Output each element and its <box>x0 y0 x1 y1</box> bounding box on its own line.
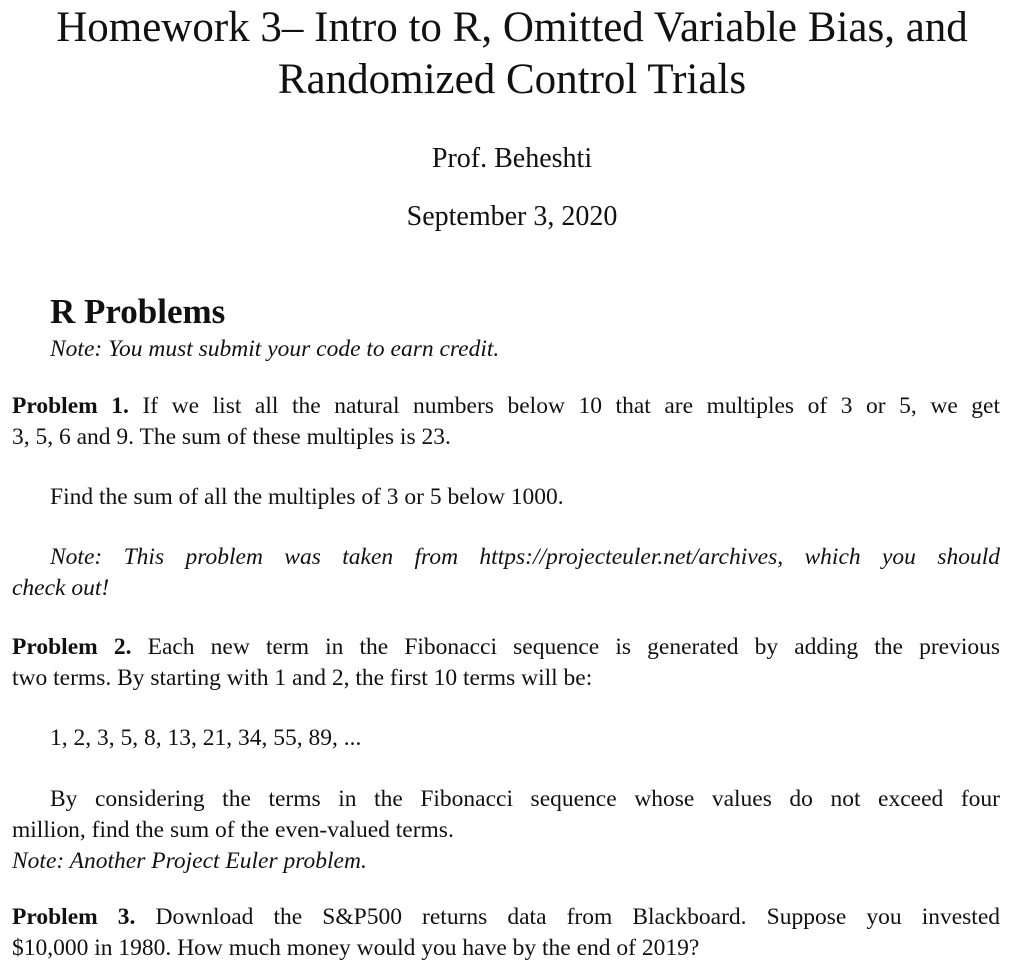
title-line-1: Homework 3– Intro to R, Omitted Variable Bias, and <box>56 4 968 51</box>
problem-2-task-line-2: million, find the sum of the even-valued terms. <box>12 817 454 843</box>
problem-2-line-1 <box>12 632 1000 663</box>
problem-1-label: Problem 1. <box>12 393 129 419</box>
problem-1-line-2: 3, 5, 6 and 9. The sum of these multiples is 23. <box>12 424 451 450</box>
problem-2-task-line-1: By considering the terms in the Fibonacci sequence whose values do not exceed four <box>50 786 1000 812</box>
problem-3-label: Problem 3. <box>12 904 136 930</box>
problem-1-note-line-1: Note: This problem was taken from https://projecteuler.net/archives, which you should <box>50 544 1000 570</box>
problem-2-label: Problem 2. <box>12 634 132 660</box>
problem-3 <box>12 902 1000 964</box>
date: September 3, 2020 <box>406 201 618 232</box>
problem-1 <box>12 391 1000 453</box>
fibonacci-sequence: 1, 2, 3, 5, 8, 13, 21, 34, 55, 89, ... <box>50 725 362 751</box>
problem-2-task <box>12 784 1000 877</box>
problem-1-note <box>12 542 1000 604</box>
problem-1-task: Find the sum of all the multiples of 3 or 5 below 1000. <box>50 484 564 510</box>
section-note: Note: You must submit your code to earn credit. <box>50 336 500 362</box>
problem-2-text-1: Each new term in the Fibonacci sequence is generated by adding the previous <box>147 634 1001 660</box>
problem-1-line-1 <box>12 391 1000 422</box>
problem-1-note-line-2: check out! <box>12 575 110 601</box>
document-title <box>0 2 1024 106</box>
section-heading: R Problems <box>50 292 226 331</box>
title-line-2: Randomized Control Trials <box>277 56 747 103</box>
problem-3-line-2: $10,000 in 1980. How much money would you have by the end of 2019? <box>12 935 700 961</box>
problem-3-line-1 <box>12 902 1000 933</box>
problem-2-line-2: two terms. By starting with 1 and 2, the first 10 terms will be: <box>12 665 593 691</box>
author: Prof. Beheshti <box>431 143 593 174</box>
problem-2-note: Note: Another Project Euler problem. <box>12 848 367 874</box>
problem-1-text-1: If we list all the natural numbers below 10 that are multiples of 3 or 5, we get <box>142 393 1001 419</box>
problem-2 <box>12 632 1000 694</box>
problem-3-text-1: Download the S&P500 returns data from Blackboard. Suppose you invested <box>155 904 1001 930</box>
